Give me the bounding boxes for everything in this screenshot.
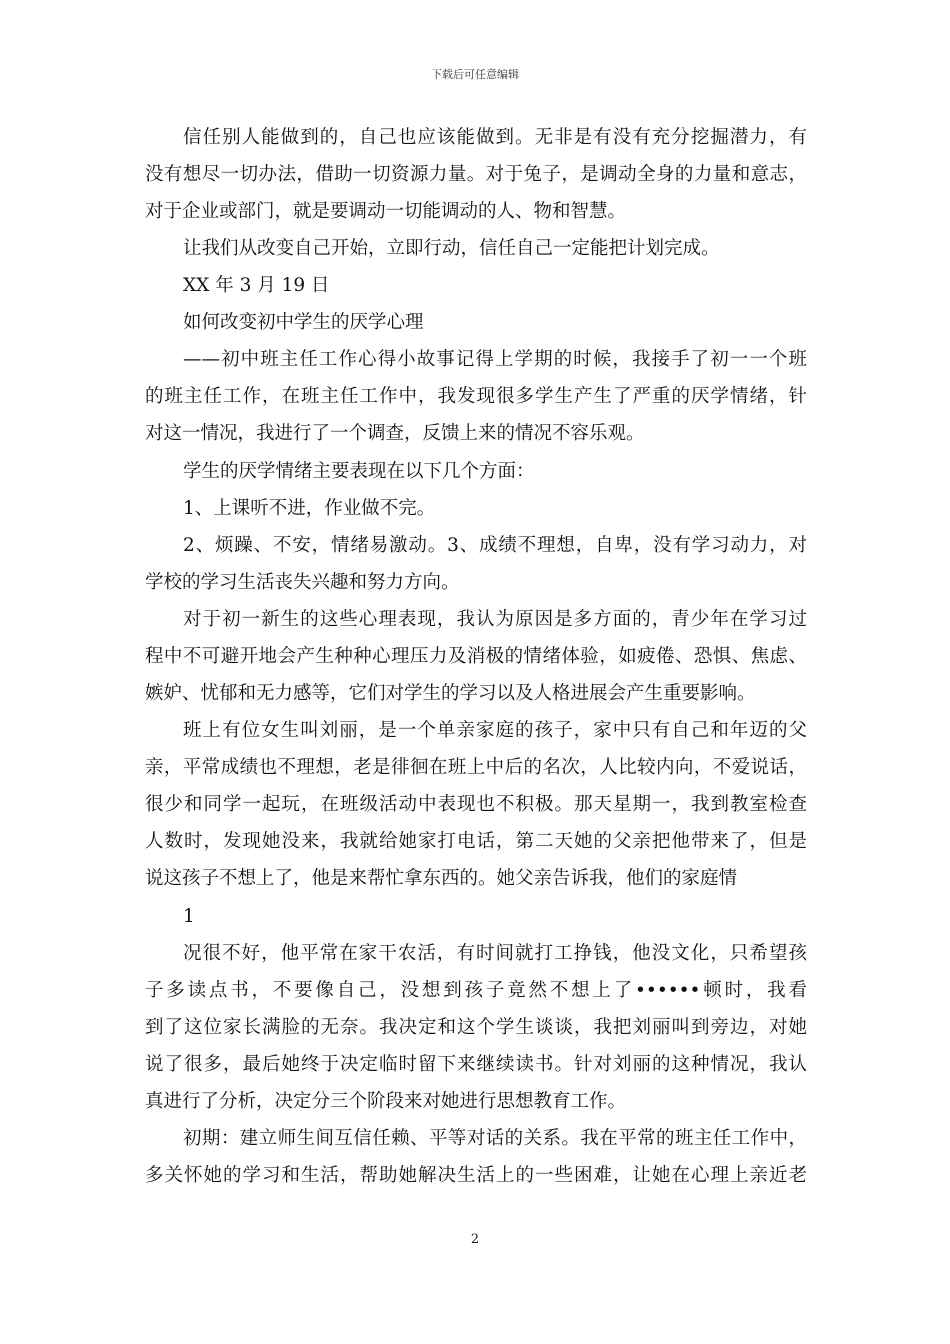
list-item: 2、烦躁、不安，情绪易激动。3、成绩不理想，自卑，没有学习动力，对 [183, 535, 807, 556]
body-line: 子多读点书，不要像自己，没想到孩子竟然不想上了••••••顿时，我看 [145, 980, 807, 1001]
body-line: 对于初一新生的这些心理表现，我认为原因是多方面的，青少年在学习过 [183, 609, 807, 630]
body-line: 让我们从改变自己开始，立即行动，信任自己一定能把计划完成。 [183, 238, 720, 259]
body-line: ——初中班主任工作心得小故事记得上学期的时候，我接手了初一一个班 [183, 349, 807, 370]
body-line: 的班主任工作，在班主任工作中，我发现很多学生产生了严重的厌学情绪，针 [145, 386, 807, 407]
body-line: 多关怀她的学习和生活，帮助她解决生活上的一些困难，让她在心理上亲近老 [145, 1165, 807, 1186]
body-line: 说这孩子不想上了，他是来帮忙拿东西的。她父亲告诉我，他们的家庭情 [145, 868, 738, 889]
body-line: 亲，平常成绩也不理想，老是徘徊在班上中后的名次，人比较内向，不爱说话， [145, 757, 807, 778]
body-line: 学生的厌学情绪主要表现在以下几个方面： [183, 461, 535, 482]
page-number: 2 [470, 1232, 480, 1247]
body-line: 学校的学习生活丧失兴趣和努力方向。 [145, 572, 460, 593]
inline-page-number: 1 [183, 906, 195, 927]
body-line: 班上有位女生叫刘丽，是一个单亲家庭的孩子，家中只有自己和年迈的父 [183, 720, 807, 741]
body-line: 真进行了分析，决定分三个阶段来对她进行思想教育工作。 [145, 1091, 627, 1112]
body-line: 没有想尽一切办法，借助一切资源力量。对于兔子，是调动全身的力量和意志， [145, 164, 807, 185]
body-line: 信任别人能做到的，自己也应该能做到。无非是有没有充分挖掘潜力，有 [183, 127, 807, 148]
body-line: 很少和同学一起玩，在班级活动中表现也不积极。那天星期一，我到教室检查 [145, 794, 807, 815]
section-title: 如何改变初中学生的厌学心理 [183, 312, 424, 333]
body-line: 对于企业或部门，就是要调动一切能调动的人、物和智慧。 [145, 201, 627, 222]
list-item: 1、上课听不进，作业做不完。 [183, 498, 436, 519]
body-line: 人数时，发现她没来，我就给她家打电话，第二天她的父亲把他带来了，但是 [145, 831, 807, 852]
body-line: 初期：建立师生间互信任赖、平等对话的关系。我在平常的班主任工作中， [183, 1128, 807, 1149]
body-line: 况很不好，他平常在家干农活，有时间就打工挣钱，他没文化，只希望孩 [183, 943, 807, 964]
body-line: 程中不可避开地会产生种种心理压力及消极的情绪体验，如疲倦、恐惧、焦虑、 [145, 646, 807, 667]
page-header: 下载后可任意编辑 [431, 68, 519, 81]
date-line: XX 年 3 月 19 日 [183, 275, 330, 296]
body-line: 嫉妒、忧郁和无力感等，它们对学生的学习以及人格进展会产生重要影响。 [145, 683, 756, 704]
body-line: 对这一情况，我进行了一个调查，反馈上来的情况不容乐观。 [145, 423, 645, 444]
body-line: 到了这位家长满脸的无奈。我决定和这个学生谈谈，我把刘丽叫到旁边，对她 [145, 1017, 807, 1038]
body-line: 说了很多，最后她终于决定临时留下来继续读书。针对刘丽的这种情况，我认 [145, 1054, 807, 1075]
